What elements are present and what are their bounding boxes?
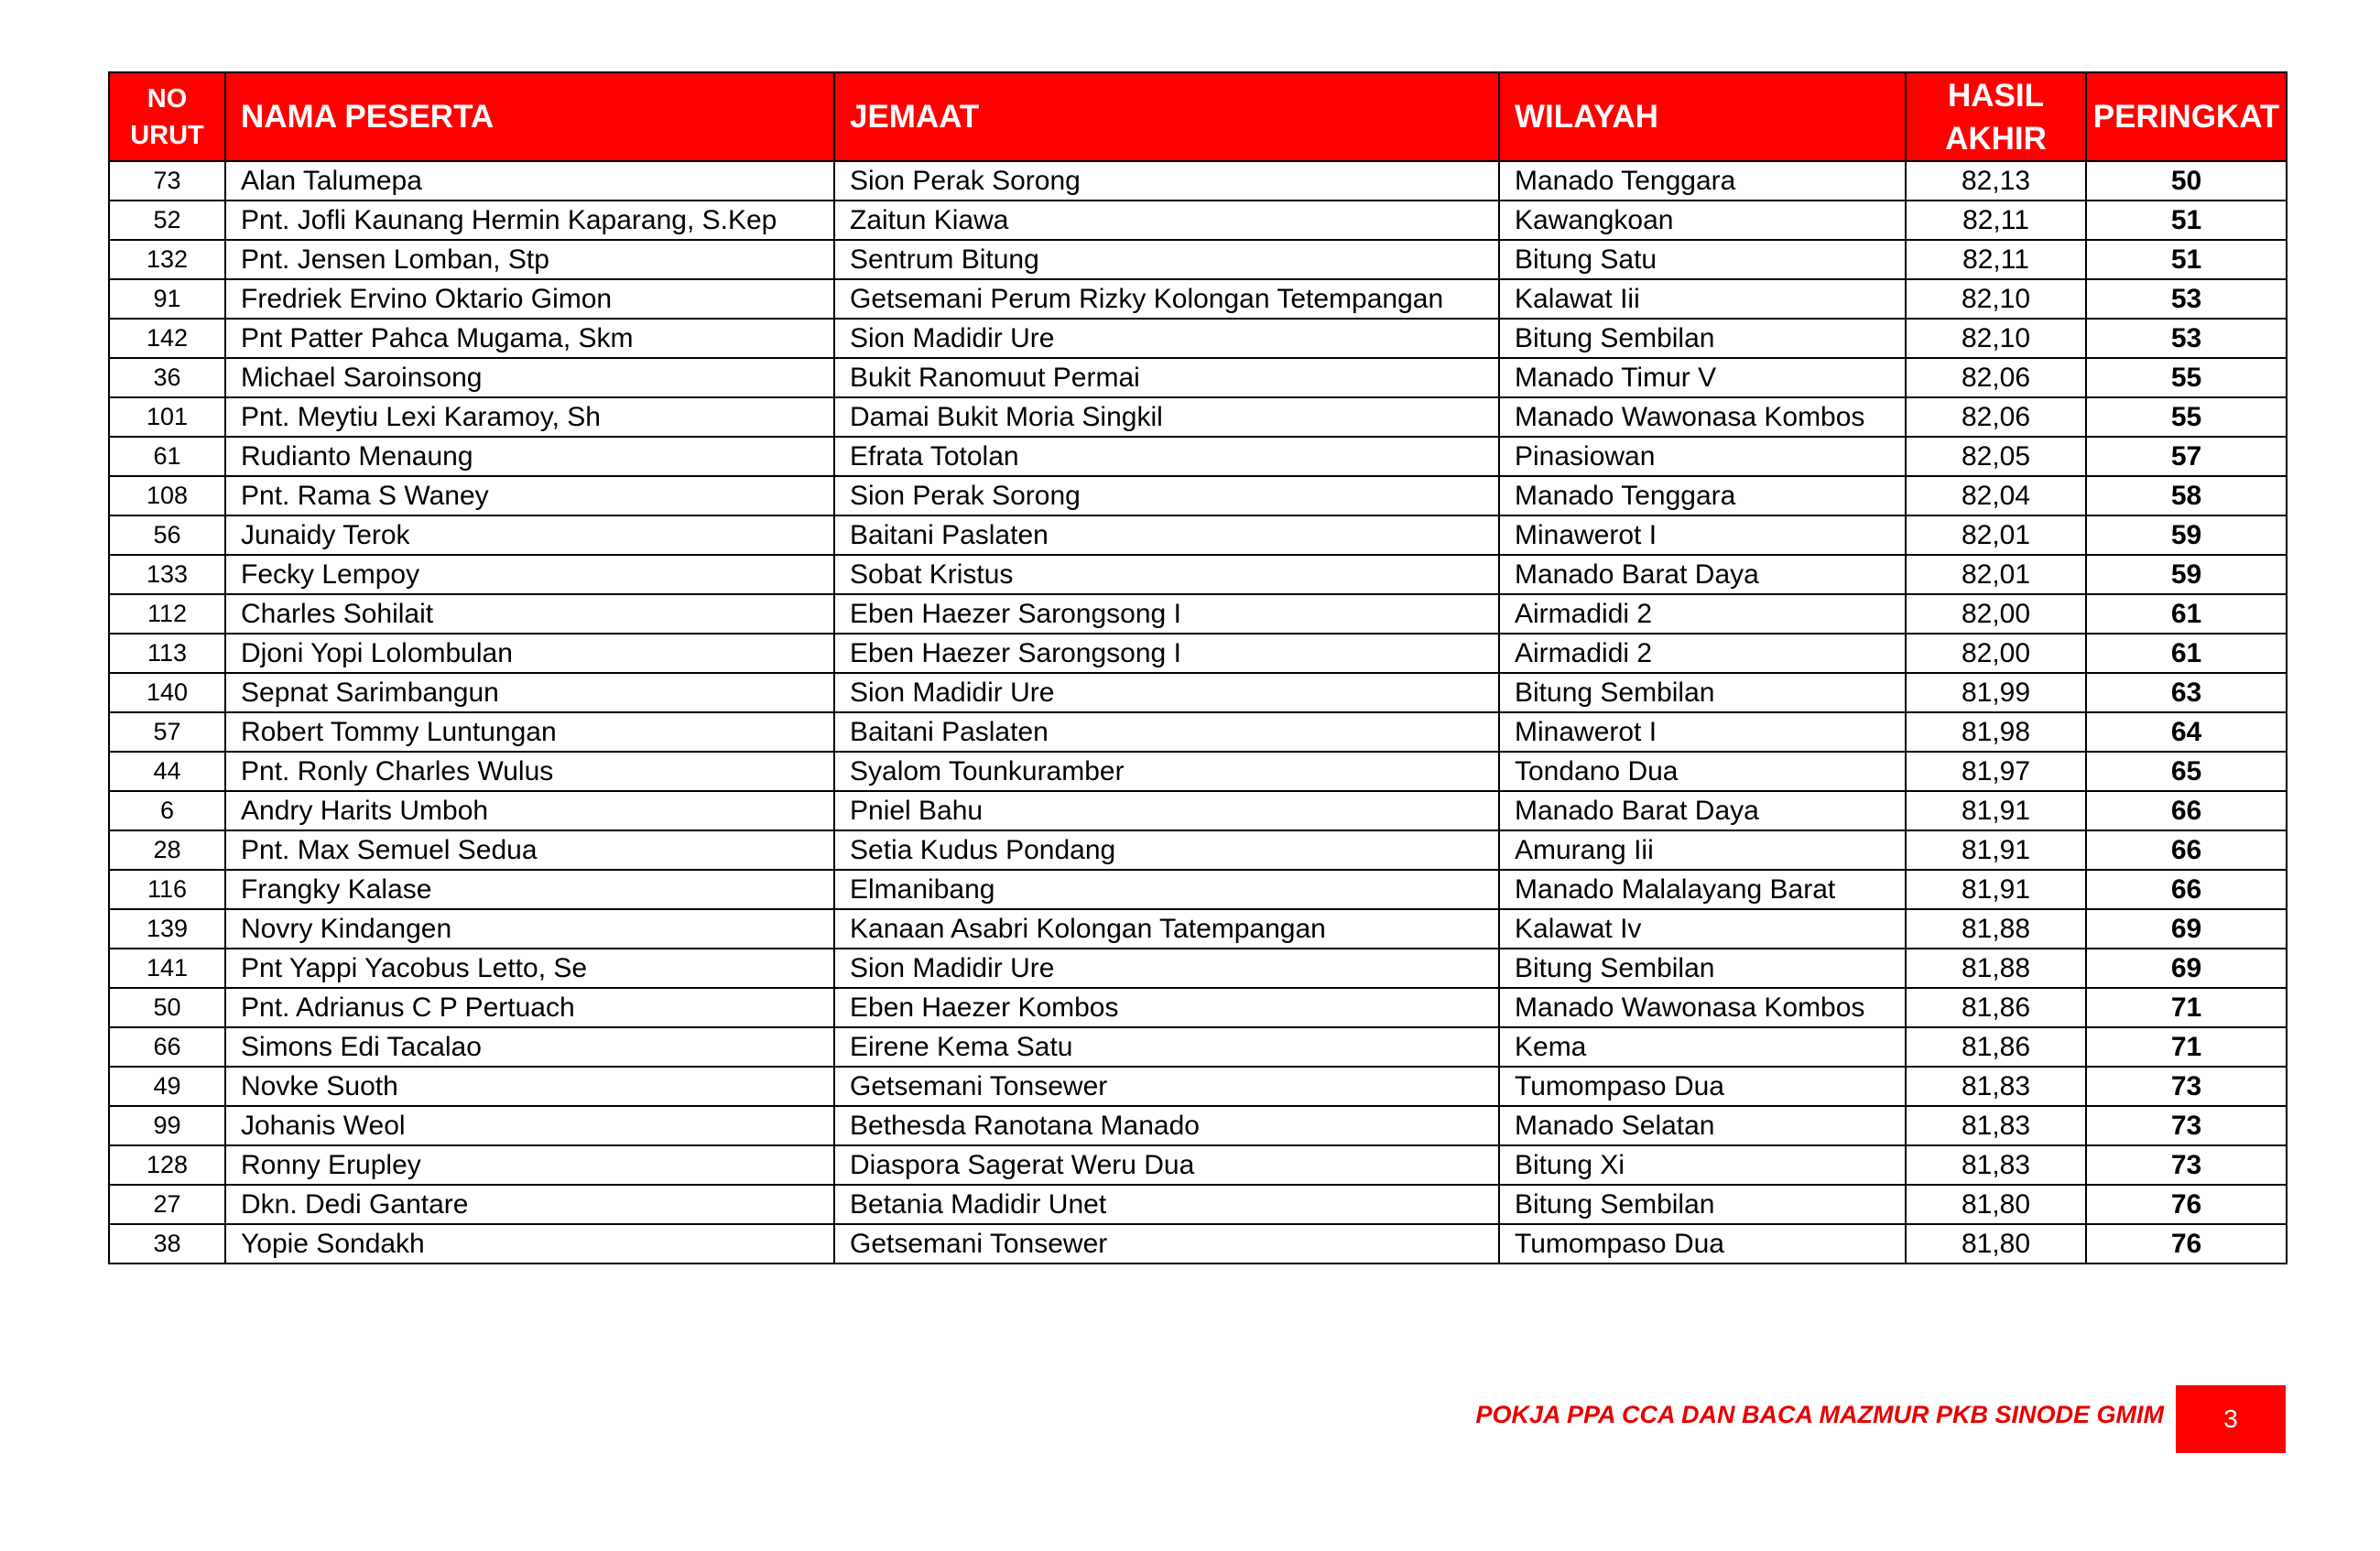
cell-jemaat: Kanaan Asabri Kolongan Tatempangan bbox=[834, 909, 1499, 949]
cell-wilayah: Airmadidi 2 bbox=[1499, 594, 1906, 634]
cell-jemaat: Baitani Paslaten bbox=[834, 515, 1499, 555]
cell-wilayah: Bitung Sembilan bbox=[1499, 1185, 1906, 1224]
header-hasil-line1: HASIL bbox=[1948, 77, 2044, 114]
cell-hasil-akhir: 81,91 bbox=[1906, 830, 2086, 870]
cell-hasil-akhir: 82,13 bbox=[1906, 161, 2086, 201]
cell-hasil-akhir: 82,05 bbox=[1906, 437, 2086, 476]
header-no-urut bbox=[109, 72, 225, 161]
header-peringkat: PERINGKAT bbox=[2086, 72, 2287, 161]
cell-nama-peserta: Frangky Kalase bbox=[225, 870, 834, 909]
cell-peringkat: 64 bbox=[2086, 712, 2287, 752]
page-number-badge bbox=[2176, 1385, 2286, 1453]
table-row bbox=[109, 673, 2287, 712]
cell-nama-peserta: Sepnat Sarimbangun bbox=[225, 673, 834, 712]
table-header-row bbox=[109, 72, 2287, 161]
cell-nama-peserta: Simons Edi Tacalao bbox=[225, 1027, 834, 1067]
cell-jemaat: Sion Madidir Ure bbox=[834, 673, 1499, 712]
header-jemaat: JEMAAT bbox=[834, 72, 1499, 161]
cell-jemaat: Syalom Tounkuramber bbox=[834, 752, 1499, 791]
cell-hasil-akhir: 82,11 bbox=[1906, 201, 2086, 240]
cell-nama-peserta: Rudianto Menaung bbox=[225, 437, 834, 476]
cell-nama-peserta: Pnt Patter Pahca Mugama, Skm bbox=[225, 319, 834, 358]
cell-jemaat: Bukit Ranomuut Permai bbox=[834, 358, 1499, 397]
cell-wilayah: Kalawat Iv bbox=[1499, 909, 1906, 949]
cell-no-urut: 50 bbox=[109, 988, 225, 1027]
table-row bbox=[109, 201, 2287, 240]
cell-wilayah: Manado Barat Daya bbox=[1499, 555, 1906, 594]
cell-hasil-akhir: 81,83 bbox=[1906, 1145, 2086, 1185]
cell-jemaat: Baitani Paslaten bbox=[834, 712, 1499, 752]
table-row bbox=[109, 634, 2287, 673]
header-hasil-akhir bbox=[1906, 72, 2086, 161]
cell-wilayah: Kalawat Iii bbox=[1499, 279, 1906, 319]
cell-no-urut: 44 bbox=[109, 752, 225, 791]
footer-text: POKJA PPA CCA DAN BACA MAZMUR PKB SINODE GMIM bbox=[1475, 1401, 2164, 1428]
cell-hasil-akhir: 81,98 bbox=[1906, 712, 2086, 752]
cell-no-urut: 36 bbox=[109, 358, 225, 397]
cell-jemaat: Eben Haezer Sarongsong I bbox=[834, 634, 1499, 673]
table-row bbox=[109, 712, 2287, 752]
cell-wilayah: Manado Wawonasa Kombos bbox=[1499, 397, 1906, 437]
table-body bbox=[109, 161, 2287, 1264]
cell-hasil-akhir: 82,01 bbox=[1906, 555, 2086, 594]
cell-nama-peserta: Fecky Lempoy bbox=[225, 555, 834, 594]
cell-hasil-akhir: 82,00 bbox=[1906, 634, 2086, 673]
table-row bbox=[109, 594, 2287, 634]
cell-peringkat: 66 bbox=[2086, 830, 2287, 870]
cell-peringkat: 73 bbox=[2086, 1067, 2287, 1106]
cell-wilayah: Tumompaso Dua bbox=[1499, 1224, 1906, 1264]
cell-nama-peserta: Novry Kindangen bbox=[225, 909, 834, 949]
cell-wilayah: Bitung Satu bbox=[1499, 240, 1906, 279]
cell-no-urut: 101 bbox=[109, 397, 225, 437]
cell-nama-peserta: Andry Harits Umboh bbox=[225, 791, 834, 830]
cell-jemaat: Sion Perak Sorong bbox=[834, 161, 1499, 201]
cell-jemaat: Efrata Totolan bbox=[834, 437, 1499, 476]
cell-wilayah: Manado Tenggara bbox=[1499, 161, 1906, 201]
cell-jemaat: Zaitun Kiawa bbox=[834, 201, 1499, 240]
cell-wilayah: Bitung Xi bbox=[1499, 1145, 1906, 1185]
cell-peringkat: 63 bbox=[2086, 673, 2287, 712]
table-row bbox=[109, 1224, 2287, 1264]
cell-wilayah: Minawerot I bbox=[1499, 712, 1906, 752]
table-row bbox=[109, 752, 2287, 791]
cell-jemaat: Diaspora Sagerat Weru Dua bbox=[834, 1145, 1499, 1185]
cell-jemaat: Pniel Bahu bbox=[834, 791, 1499, 830]
cell-no-urut: 91 bbox=[109, 279, 225, 319]
cell-hasil-akhir: 81,80 bbox=[1906, 1185, 2086, 1224]
table-row bbox=[109, 949, 2287, 988]
cell-hasil-akhir: 81,97 bbox=[1906, 752, 2086, 791]
cell-peringkat: 61 bbox=[2086, 594, 2287, 634]
cell-wilayah: Manado Wawonasa Kombos bbox=[1499, 988, 1906, 1027]
cell-peringkat: 58 bbox=[2086, 476, 2287, 515]
cell-wilayah: Tondano Dua bbox=[1499, 752, 1906, 791]
header-hasil-line2: AKHIR bbox=[1945, 120, 2047, 157]
table-row bbox=[109, 1185, 2287, 1224]
cell-no-urut: 142 bbox=[109, 319, 225, 358]
cell-no-urut: 38 bbox=[109, 1224, 225, 1264]
cell-peringkat: 76 bbox=[2086, 1224, 2287, 1264]
cell-no-urut: 116 bbox=[109, 870, 225, 909]
cell-peringkat: 73 bbox=[2086, 1145, 2287, 1185]
cell-jemaat: Setia Kudus Pondang bbox=[834, 830, 1499, 870]
cell-nama-peserta: Pnt. Jofli Kaunang Hermin Kaparang, S.Kep bbox=[225, 201, 834, 240]
cell-jemaat: Eben Haezer Kombos bbox=[834, 988, 1499, 1027]
cell-no-urut: 28 bbox=[109, 830, 225, 870]
cell-jemaat: Sobat Kristus bbox=[834, 555, 1499, 594]
cell-hasil-akhir: 81,83 bbox=[1906, 1106, 2086, 1145]
cell-no-urut: 128 bbox=[109, 1145, 225, 1185]
table-row bbox=[109, 830, 2287, 870]
cell-hasil-akhir: 82,06 bbox=[1906, 397, 2086, 437]
cell-peringkat: 66 bbox=[2086, 791, 2287, 830]
cell-nama-peserta: Pnt. Jensen Lomban, Stp bbox=[225, 240, 834, 279]
table-row bbox=[109, 161, 2287, 201]
cell-hasil-akhir: 81,91 bbox=[1906, 870, 2086, 909]
cell-nama-peserta: Robert Tommy Luntungan bbox=[225, 712, 834, 752]
cell-hasil-akhir: 81,91 bbox=[1906, 791, 2086, 830]
cell-no-urut: 133 bbox=[109, 555, 225, 594]
cell-peringkat: 61 bbox=[2086, 634, 2287, 673]
cell-jemaat: Sion Madidir Ure bbox=[834, 319, 1499, 358]
cell-peringkat: 53 bbox=[2086, 319, 2287, 358]
cell-no-urut: 52 bbox=[109, 201, 225, 240]
header-wilayah: WILAYAH bbox=[1499, 72, 1906, 161]
cell-wilayah: Airmadidi 2 bbox=[1499, 634, 1906, 673]
cell-peringkat: 71 bbox=[2086, 988, 2287, 1027]
table-row bbox=[109, 1106, 2287, 1145]
cell-hasil-akhir: 82,10 bbox=[1906, 279, 2086, 319]
results-table bbox=[108, 71, 2288, 1264]
cell-hasil-akhir: 82,06 bbox=[1906, 358, 2086, 397]
cell-no-urut: 99 bbox=[109, 1106, 225, 1145]
cell-wilayah: Kema bbox=[1499, 1027, 1906, 1067]
table-row bbox=[109, 358, 2287, 397]
table-row bbox=[109, 791, 2287, 830]
cell-nama-peserta: Pnt. Max Semuel Sedua bbox=[225, 830, 834, 870]
page-number: 3 bbox=[2223, 1405, 2238, 1433]
cell-peringkat: 71 bbox=[2086, 1027, 2287, 1067]
header-no-line1: NO bbox=[147, 83, 188, 114]
cell-hasil-akhir: 82,11 bbox=[1906, 240, 2086, 279]
header-no-line2: URUT bbox=[130, 120, 204, 150]
cell-wilayah: Bitung Sembilan bbox=[1499, 949, 1906, 988]
cell-wilayah: Manado Selatan bbox=[1499, 1106, 1906, 1145]
cell-jemaat: Sentrum Bitung bbox=[834, 240, 1499, 279]
cell-wilayah: Minawerot I bbox=[1499, 515, 1906, 555]
table-row bbox=[109, 988, 2287, 1027]
cell-nama-peserta: Pnt. Meytiu Lexi Karamoy, Sh bbox=[225, 397, 834, 437]
cell-nama-peserta: Pnt. Adrianus C P Pertuach bbox=[225, 988, 834, 1027]
cell-nama-peserta: Junaidy Terok bbox=[225, 515, 834, 555]
table-row bbox=[109, 476, 2287, 515]
table-row bbox=[109, 397, 2287, 437]
cell-peringkat: 51 bbox=[2086, 240, 2287, 279]
cell-wilayah: Kawangkoan bbox=[1499, 201, 1906, 240]
cell-peringkat: 59 bbox=[2086, 515, 2287, 555]
cell-wilayah: Amurang Iii bbox=[1499, 830, 1906, 870]
cell-jemaat: Getsemani Tonsewer bbox=[834, 1067, 1499, 1106]
cell-nama-peserta: Pnt Yappi Yacobus Letto, Se bbox=[225, 949, 834, 988]
table-row bbox=[109, 1145, 2287, 1185]
cell-no-urut: 113 bbox=[109, 634, 225, 673]
cell-nama-peserta: Alan Talumepa bbox=[225, 161, 834, 201]
cell-hasil-akhir: 82,04 bbox=[1906, 476, 2086, 515]
cell-no-urut: 141 bbox=[109, 949, 225, 988]
cell-hasil-akhir: 81,83 bbox=[1906, 1067, 2086, 1106]
cell-hasil-akhir: 82,10 bbox=[1906, 319, 2086, 358]
header-nama-peserta: NAMA PESERTA bbox=[225, 72, 834, 161]
cell-jemaat: Getsemani Perum Rizky Kolongan Tetempangan bbox=[834, 279, 1499, 319]
cell-no-urut: 108 bbox=[109, 476, 225, 515]
cell-wilayah: Bitung Sembilan bbox=[1499, 319, 1906, 358]
cell-wilayah: Manado Barat Daya bbox=[1499, 791, 1906, 830]
cell-no-urut: 139 bbox=[109, 909, 225, 949]
cell-jemaat: Elmanibang bbox=[834, 870, 1499, 909]
cell-peringkat: 55 bbox=[2086, 397, 2287, 437]
table-row bbox=[109, 515, 2287, 555]
table-row bbox=[109, 279, 2287, 319]
cell-no-urut: 56 bbox=[109, 515, 225, 555]
cell-wilayah: Pinasiowan bbox=[1499, 437, 1906, 476]
cell-jemaat: Eben Haezer Sarongsong I bbox=[834, 594, 1499, 634]
cell-hasil-akhir: 81,86 bbox=[1906, 988, 2086, 1027]
cell-nama-peserta: Pnt. Rama S Waney bbox=[225, 476, 834, 515]
cell-wilayah: Bitung Sembilan bbox=[1499, 673, 1906, 712]
cell-peringkat: 73 bbox=[2086, 1106, 2287, 1145]
cell-no-urut: 112 bbox=[109, 594, 225, 634]
cell-peringkat: 59 bbox=[2086, 555, 2287, 594]
table-row bbox=[109, 437, 2287, 476]
cell-no-urut: 73 bbox=[109, 161, 225, 201]
cell-hasil-akhir: 82,00 bbox=[1906, 594, 2086, 634]
cell-nama-peserta: Ronny Erupley bbox=[225, 1145, 834, 1185]
cell-no-urut: 49 bbox=[109, 1067, 225, 1106]
cell-peringkat: 51 bbox=[2086, 201, 2287, 240]
cell-nama-peserta: Fredriek Ervino Oktario Gimon bbox=[225, 279, 834, 319]
cell-jemaat: Sion Madidir Ure bbox=[834, 949, 1499, 988]
cell-wilayah: Manado Timur V bbox=[1499, 358, 1906, 397]
cell-hasil-akhir: 81,88 bbox=[1906, 909, 2086, 949]
table-row bbox=[109, 555, 2287, 594]
cell-hasil-akhir: 81,80 bbox=[1906, 1224, 2086, 1264]
cell-no-urut: 140 bbox=[109, 673, 225, 712]
cell-wilayah: Manado Tenggara bbox=[1499, 476, 1906, 515]
table-row bbox=[109, 240, 2287, 279]
cell-wilayah: Tumompaso Dua bbox=[1499, 1067, 1906, 1106]
cell-no-urut: 6 bbox=[109, 791, 225, 830]
cell-no-urut: 61 bbox=[109, 437, 225, 476]
cell-peringkat: 50 bbox=[2086, 161, 2287, 201]
cell-no-urut: 132 bbox=[109, 240, 225, 279]
cell-peringkat: 55 bbox=[2086, 358, 2287, 397]
cell-nama-peserta: Djoni Yopi Lolombulan bbox=[225, 634, 834, 673]
cell-peringkat: 69 bbox=[2086, 909, 2287, 949]
cell-peringkat: 57 bbox=[2086, 437, 2287, 476]
cell-jemaat: Betania Madidir Unet bbox=[834, 1185, 1499, 1224]
cell-jemaat: Getsemani Tonsewer bbox=[834, 1224, 1499, 1264]
cell-no-urut: 66 bbox=[109, 1027, 225, 1067]
cell-nama-peserta: Pnt. Ronly Charles Wulus bbox=[225, 752, 834, 791]
cell-no-urut: 57 bbox=[109, 712, 225, 752]
cell-nama-peserta: Michael Saroinsong bbox=[225, 358, 834, 397]
cell-hasil-akhir: 81,88 bbox=[1906, 949, 2086, 988]
table-row bbox=[109, 1027, 2287, 1067]
table-row bbox=[109, 870, 2287, 909]
cell-nama-peserta: Yopie Sondakh bbox=[225, 1224, 834, 1264]
cell-jemaat: Sion Perak Sorong bbox=[834, 476, 1499, 515]
cell-peringkat: 76 bbox=[2086, 1185, 2287, 1224]
cell-peringkat: 69 bbox=[2086, 949, 2287, 988]
cell-nama-peserta: Charles Sohilait bbox=[225, 594, 834, 634]
cell-jemaat: Eirene Kema Satu bbox=[834, 1027, 1499, 1067]
cell-hasil-akhir: 81,86 bbox=[1906, 1027, 2086, 1067]
cell-peringkat: 65 bbox=[2086, 752, 2287, 791]
table-row bbox=[109, 909, 2287, 949]
cell-no-urut: 27 bbox=[109, 1185, 225, 1224]
table-row bbox=[109, 319, 2287, 358]
cell-peringkat: 53 bbox=[2086, 279, 2287, 319]
cell-jemaat: Bethesda Ranotana Manado bbox=[834, 1106, 1499, 1145]
cell-hasil-akhir: 82,01 bbox=[1906, 515, 2086, 555]
table-row bbox=[109, 1067, 2287, 1106]
cell-nama-peserta: Johanis Weol bbox=[225, 1106, 834, 1145]
cell-nama-peserta: Dkn. Dedi Gantare bbox=[225, 1185, 834, 1224]
cell-wilayah: Manado Malalayang Barat bbox=[1499, 870, 1906, 909]
cell-hasil-akhir: 81,99 bbox=[1906, 673, 2086, 712]
cell-nama-peserta: Novke Suoth bbox=[225, 1067, 834, 1106]
cell-peringkat: 66 bbox=[2086, 870, 2287, 909]
cell-jemaat: Damai Bukit Moria Singkil bbox=[834, 397, 1499, 437]
